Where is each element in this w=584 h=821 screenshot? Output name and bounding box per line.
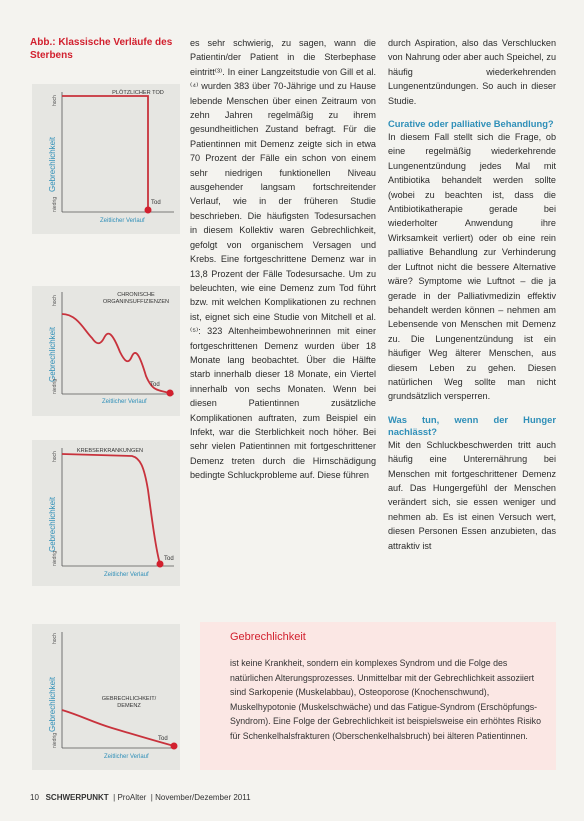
figure-caption: Abb.: Klassische Verläufe des Sterbens [30,37,173,61]
body-paragraph: es sehr schwierig, zu sagen, wann die Patientin/der Patient in die Sterbephase eintritt⁽³⁾. In einer Langzeitstudie von Gill et al.⁽⁴⁾ wurden 383 über 70-Jährige und zu Hause lebende Menschen über einen Zeitraum von zehn Jahren regelmäßig zu ihrem gesundheitlichen Zustand befragt. Für die Patientinnen mit Demenz zeigte sich in etwa 70 Prozent der Fälle ein schon von einem sehr niedrigen funktionellen Niveau ausgehender langsam fortschreitender Verlauf, wie in der früheren Studie beschrieben. Die häufigsten Todesursachen in diesem Kollektiv waren Gebrechlichkeit, gefolgt von organischem Versagen und Krebs. Eine fortgeschrittene Demenz war in 13,8 Prozent der Fälle Todesursache. Um zu beleuchten, wie eine Demenz zum Tod führt bzw. mit welchen Komplikationen zu rechnen ist, eignet sich eine Studie von Mitchell et al.⁽⁵⁾: 323 Altenheimbewohnerinnen mit einer fortgeschrittenen Demenz wurden über 18 Monate lang beobachtet. Über die Hälfte starb innerhalb dieser 18 Monate, ein Viertel innerhalb von sechs Monaten. Wenn bei diesen Patientinnen zusätzliche Komplikationen auftraten, zum Beispiel ein Infekt, war die Sterblichkeit noch höher. Bei sehr vielen Patientinnen mit fortgeschrittener Demenz treten durch die Hirnschädigung bedingte Schluckprobleme auf. Diese führen [190,38,376,481]
death-label: Tod [164,556,174,562]
text-column-middle [190,36,376,614]
death-marker [145,207,152,214]
body-paragraph: durch Aspiration, also das Verschlucken von Nahrung oder aber auch Speichel, zu häufig wiederkehrenden Lungenentzündungen. So auch in dieser Studie. [388,38,556,106]
y-low-label: niedrig [52,732,58,748]
death-marker [157,561,164,568]
x-axis-label: Zeitlicher Verlauf [104,572,149,578]
death-label: Tod [151,200,161,206]
curve-label: GEBRECHLICHKEIT/ DEMENZ [101,696,157,709]
chart-chronic-organ-failure [32,286,180,416]
y-high-label: hoch [52,451,58,462]
y-low-label: niedrig [52,378,58,394]
body-paragraph: In diesem Fall stellt sich die Frage, ob eine regelmäßig wiederkehrende Lungenentzündung jedes Mal mit Antibiotika behandelt werden sollte (wobei zu beachten ist, dass die Antibiotikatherapie gerade bei wiederholter Anwendung ihre Wirksamkeit verliert) oder ob eine rein palliative Behandlung zur Verhinderung der Luftnot nicht die bessere Alternative wäre? Symptome wie Luftnot – die ja gerade in der Palliativmedizin effektiv behandelt werden können – nehmen am Lebensende von Menschen mit Demenz zu. Die Lungenentzündung ist ein häufiger Weg älterer Menschen, aus diesem Leben zu gehen. Diesen natürlichen Weg sollte man nicht grundsätzlich versperren. [388,132,556,402]
curve-label: CHRONISCHE ORGANINSUFFIZIENZEN [102,292,170,305]
death-marker [167,390,174,397]
death-marker [171,743,178,750]
section-heading: Curative oder palliative Behandlung? [388,118,554,130]
magazine-name: ProAlter [117,793,147,802]
body-paragraph: Mit den Schluckbeschwerden tritt auch häufig eine Unterernährung bei Menschen mit fortgeschrittener Demenz auf. Das Hungergefühl der Menschen verändert sich, sie essen weniger und nehmen ab. Es ist einen Versuch wert, diesen Personen Essen anzubieten, das attraktiv ist [388,439,556,551]
x-axis-label: Zeitlicher Verlauf [100,218,145,224]
curve-label: KREBSERKRANKUNGEN [76,448,144,454]
chart-cancer [32,440,180,586]
text-column-right [388,36,556,614]
issue-date: November/Dezember 2011 [155,793,251,802]
page-footer: 10 SCHWERPUNKT | ProAlter | November/Dezember 2011 [30,793,251,802]
y-high-label: hoch [52,295,58,306]
x-axis-label: Zeitlicher Verlauf [104,754,149,760]
info-box-title: Gebrechlichkeit [230,631,306,643]
curve-line [62,454,160,564]
y-axis-label: Gebrechlichkeit [48,676,57,732]
y-low-label: niedrig [52,196,58,212]
section-name: SCHWERPUNKT [45,793,109,802]
x-axis-label: Zeitlicher Verlauf [102,399,147,405]
info-box [200,622,556,770]
curve-label: PLÖTZLICHER TOD [112,90,164,96]
y-high-label: hoch [52,95,58,106]
death-label: Tod [150,382,160,388]
y-axis-label: Gebrechlichkeit [48,326,57,382]
curve-line [62,96,148,210]
info-box-text: ist keine Krankheit, sondern ein komplexes Syndrom und die Folge des natürlichen Alterungsprozesses. Unmittelbar mit der Gebrechlichkeit assoziiert sind Sarkopenie (Muskelabbau), Osteoporose (Knochenschwund), Muskelhypotonie (Muskelschwäche) und das Fatigue-Syndrom (Erschöpfungs-Syndrom). Eine Folge der Gebrechlichkeit ist beispielsweise ein erhöhtes Risiko für Schenkelhalsfrakturen (Oberschenkelhalsbruch) bei älteren Patientinnen. [230,658,541,741]
page-number: 10 [30,793,39,802]
chart-sudden-death [32,84,180,234]
y-low-label: niedrig [52,550,58,566]
section-heading: Was tun, wenn der Hunger nachlässt? [388,413,556,437]
y-axis-label: Gebrechlichkeit [48,496,57,552]
chart-frailty-dementia [32,624,180,770]
y-high-label: hoch [52,633,58,644]
death-label: Tod [158,736,168,742]
y-axis-label: Gebrechlichkeit [48,136,57,192]
